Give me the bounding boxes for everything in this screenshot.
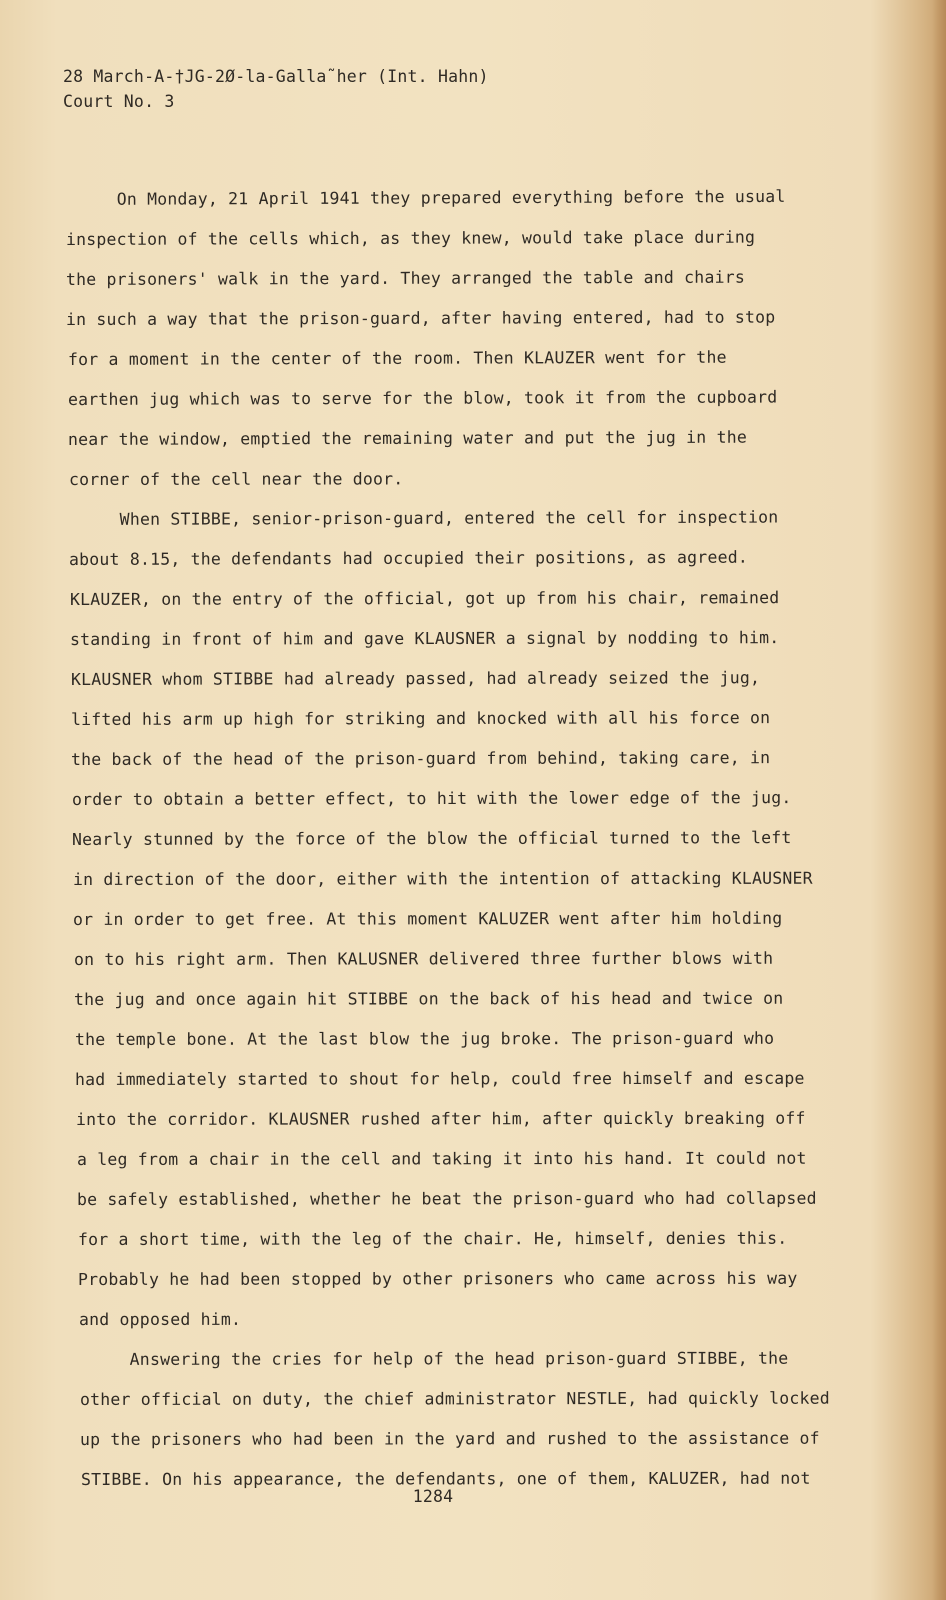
document-header [63,64,489,114]
text-line: be safely established, whether he beat the prison-guard who had collapsed [76,1188,817,1209]
text-line: other official on duty, the chief administrator NESTLE, had quickly locked [79,1388,830,1409]
text-line: Nearly stunned by the force of the blow the official turned to the left [71,828,792,849]
text-line: the temple bone. At the last blow the jug broke. The prison-guard who [74,1028,775,1049]
text-line: or in order to get free. At this moment KALUZER went after him holding [72,908,783,929]
case-reference-line: 28 March-A-†JG-2Ø-la-Galla˜her (Int. Hahn) [63,67,489,86]
text-line: on to his right arm. Then KALUSNER delivered three further blows with [73,948,774,969]
text-line: a leg from a chair in the cell and taking it into his hand. It could not [76,1148,807,1169]
court-number-line: Court No. 3 [63,92,175,111]
text-line: the back of the head of the prison-guard from behind, taking care, in [70,748,771,769]
text-line: Probably he had been stopped by other prisoners who came across his way [77,1268,798,1289]
text-line: and opposed him. [78,1309,242,1329]
text-line: KLAUZER, on the entry of the official, got up from his chair, remained [69,588,780,609]
text-line: Answering the cries for help of the head prison-guard STIBBE, the [78,1348,789,1369]
text-line: KLAUSNER whom STIBBE had already passed, had already seized the jug, [70,668,761,689]
text-line: up the prisoners who had been in the yard and rushed to the assistance of [79,1428,820,1449]
text-line: inspection of the cells which, as they knew, would take place during [65,227,756,249]
text-line: When STIBBE, senior-prison-guard, entered the cell for inspection [68,507,779,529]
text-line: earthen jug which was to serve for the blow, took it from the cupboard [67,387,778,409]
text-line: On Monday, 21 April 1941 they prepared everything before the usual [65,186,786,209]
text-line: corner of the cell near the door. [68,469,404,489]
text-line: lifted his arm up high for striking and knocked with all his force on [70,708,771,729]
text-line: had immediately started to shout for help, could free himself and escape [74,1068,805,1089]
text-line: STIBBE. On his appearance, the defendants, one of them, KALUZER, had not [80,1468,811,1489]
text-line: into the corridor. KLAUSNER rushed after him, after quickly breaking off [75,1108,806,1129]
text-line: the prisoners' walk in the yard. They arranged the table and chairs [65,267,745,289]
text-line: in such a way that the prison-guard, after having entered, had to stop [65,307,776,329]
page-edge-shadow [932,0,946,1600]
text-line: near the window, emptied the remaining water and put the jug in the [67,427,747,449]
body-text [66,180,836,1500]
text-line: for a moment in the center of the room. Then KLAUZER went for the [67,347,727,369]
text-line: about 8.15, the defendants had occupied their positions, as agreed. [68,547,748,569]
text-line: order to obtain a better effect, to hit with the lower edge of the jug. [71,788,792,809]
text-line: for a short time, with the leg of the chair. He, himself, denies this. [77,1228,788,1249]
text-line: the jug and once again hit STIBBE on the back of his head and twice on [73,988,784,1009]
text-line: in direction of the door, either with the intention of attacking KLAUSNER [72,868,813,889]
text-line: standing in front of him and gave KLAUSNER a signal by nodding to him. [69,628,780,649]
page-number: 1284 [412,1487,454,1506]
